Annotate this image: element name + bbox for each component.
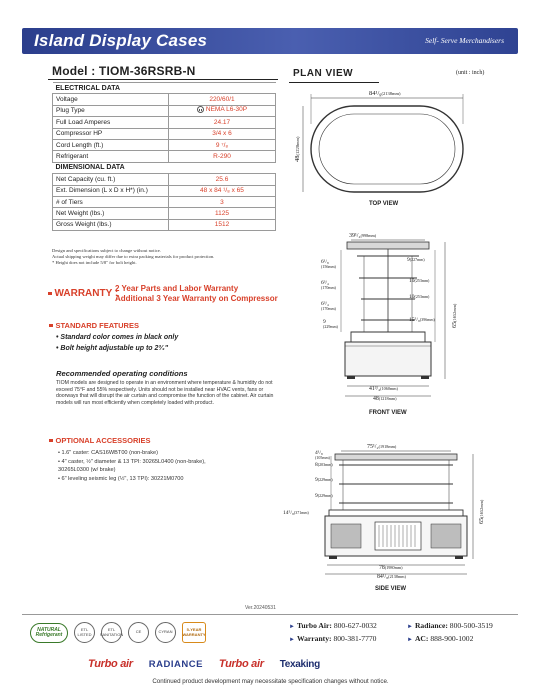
side-left-dim: 9(229mm) [315, 493, 333, 499]
recommended-heading: Recommended operating conditions [56, 369, 188, 378]
spec-value: 25.6 [168, 174, 275, 185]
front-height-label: 65(1652mm) [451, 303, 458, 328]
model-number: Model : TIOM-36RSRB-N [52, 64, 196, 78]
texaking-logo: Texaking [279, 658, 320, 670]
arrow-icon: ► [289, 624, 295, 630]
side-supports [343, 460, 449, 510]
note-line: * Height does not include 5/8" for bolt height. [52, 260, 137, 266]
plan-view-divider [289, 82, 379, 83]
top-view-depth-label: 48(1220mm) [294, 136, 301, 162]
page-subtitle: Self- Serve Merchandisers [425, 36, 504, 45]
front-view-label: FRONT VIEW [369, 410, 407, 416]
front-right-dim: 10(253mm) [409, 278, 430, 284]
page-title: Island Display Cases [34, 31, 208, 50]
dimensional-heading-row [53, 162, 276, 173]
warranty-line-2: Additional 3 Year Warranty on Compressor [115, 294, 278, 303]
plan-view-title: PLAN VIEW [293, 68, 354, 79]
plan-drawings [283, 84, 519, 594]
side-left-dim: 14⁵/₈(371mm) [283, 510, 309, 516]
electrical-heading: ELECTRICAL DATA [53, 83, 276, 94]
spec-row [53, 105, 276, 116]
spec-label: Ext. Dimension (L x D x H*) (in.) [53, 185, 169, 196]
ce-logo: CE [128, 622, 149, 643]
certification-logos [30, 622, 206, 643]
spec-row [53, 139, 276, 150]
spec-value: 3 [168, 196, 275, 207]
spec-value: 1125 [168, 208, 275, 219]
spec-value: R-290 [168, 151, 275, 162]
list-item: • 1.6" caster: CAS16WBT00 (non-brake) [58, 450, 159, 456]
front-left-dim: 9 (229mm) [323, 319, 338, 329]
brand-logos [88, 658, 320, 670]
recommended-body: TIOM models are designed to operate in an environment where temperature & humidity do not exceed 75°F and 55% respectively. Units should not be installed near HVAC vents, fans or doorways that will disrupt the air curtain and compromise the function of the cabinet. Air curtain models will run most efficiently when completely loaded with product. [56, 380, 274, 406]
front-base [345, 342, 431, 376]
natural-refrigerant-logo: NATURAL Refrigerant [30, 623, 68, 643]
spec-label: Refrigerant [53, 151, 169, 162]
front-deck [351, 332, 425, 342]
bullet-square-icon [49, 324, 53, 328]
side-view-label: SIDE VIEW [375, 586, 407, 592]
spec-value: 24.17 [168, 117, 275, 128]
contact-radiance: ► Radiance: 800-500-3519 [407, 621, 493, 630]
front-right-dim: 15⁵/₈(396mm) [409, 317, 435, 323]
contact-ac: ► AC: 888-900-1002 [407, 634, 474, 643]
side-left-dim: 9(229mm) [315, 477, 333, 483]
front-foot [347, 376, 355, 379]
bullet-square-icon [48, 292, 52, 296]
arrow-icon: ► [407, 624, 413, 630]
spec-value: 1512 [168, 219, 275, 230]
front-overall-width-label: 48(1218mm) [373, 396, 397, 402]
list-item: • Bolt height adjustable up to 2³⁄₄" [56, 344, 169, 352]
list-item: • Standard color comes in black only [56, 334, 179, 341]
cyran-logo: CYRAN [155, 622, 176, 643]
side-height-label: 65(1652mm) [478, 499, 485, 524]
front-right-dim: 9(227mm) [407, 257, 425, 263]
note-line: Actual shipping weight may differ due to extra packing materials for product protection. [52, 254, 215, 260]
spec-label: Full Load Amperes [53, 117, 169, 128]
spec-label: Gross Weight (lbs.) [53, 219, 169, 230]
bullet-square-icon [49, 439, 53, 443]
optional-accessories-heading: OPTIONAL ACCESSORIES [49, 436, 151, 445]
top-view [294, 90, 463, 207]
side-vent-left [331, 524, 361, 548]
top-view-inner [319, 114, 455, 184]
top-view-label: TOP VIEW [369, 201, 399, 207]
warranty-line-1: 2 Year Parts and Labor Warranty [115, 284, 239, 293]
contact-turbo-air: ► Turbo Air: 800-627-0032 [289, 621, 377, 630]
spec-label: # of Tiers [53, 196, 169, 207]
contact-warranty: ► Warranty: 800-381-7770 [289, 634, 377, 643]
standard-features-heading: STANDARD FEATURES [49, 321, 139, 330]
dimensional-heading: DIMENSIONAL DATA [53, 162, 276, 173]
footer-note: Continued product development may necessitate specification changes without notice. [152, 678, 389, 685]
spec-notes [52, 248, 282, 267]
spec-row [53, 117, 276, 128]
front-base-width-label: 41³/₄(1060mm) [369, 386, 398, 392]
side-left-dim: 4¹/₈ (105mm) [315, 450, 330, 460]
electrical-heading-row [53, 83, 276, 94]
spec-row [53, 219, 276, 230]
side-top-width-label: 75¹/₂(1918mm) [367, 444, 397, 450]
spec-table [52, 82, 276, 231]
side-view [283, 444, 485, 592]
etl-listed-logo: ETL LISTED [74, 622, 95, 643]
front-right-dim: 10(253mm) [409, 294, 430, 300]
spec-label: Voltage [53, 94, 169, 105]
version-label: Ver.20240531 [245, 605, 276, 611]
contact-row [289, 633, 515, 646]
plug-type-value: NEMA L6-30P [205, 106, 248, 114]
warranty-text [115, 284, 278, 304]
spec-row [53, 174, 276, 185]
side-canopy [335, 454, 457, 460]
spec-label: Net Weight (lbs.) [53, 208, 169, 219]
etl-sanitation-logo: ETL SANITATION [101, 622, 122, 643]
spec-row [53, 151, 276, 162]
note-line: Design and specifications subject to change without notice. [52, 248, 161, 253]
plan-view-unit: (unit : inch) [456, 70, 485, 76]
front-foot [421, 376, 429, 379]
side-vent-right [431, 524, 461, 548]
side-compressor-panel [375, 522, 421, 550]
model-divider [48, 79, 278, 80]
warranty-label: WARRANTY : [48, 288, 118, 299]
front-view [321, 233, 458, 416]
list-item: • 4" caster, ½" diameter & 13 TPI: 30265L0400 (non-brake), [58, 458, 206, 465]
front-left-dim: 6¹/₈ (156mm) [321, 259, 336, 269]
spec-row [53, 94, 276, 105]
spec-row [53, 128, 276, 139]
top-view-outline [311, 106, 463, 192]
header-bar [22, 28, 518, 54]
spec-label: Compressor HP [53, 128, 169, 139]
list-item: • 6" leveling seismic leg (½", 13 TPI): 30221M0700 [58, 475, 184, 482]
spec-row [53, 185, 276, 196]
footer-divider [22, 614, 518, 615]
front-left-dim: 6³/₄ (170mm) [321, 280, 336, 290]
side-foot [329, 556, 337, 559]
contact-block [289, 620, 515, 646]
spec-value: 220/60/1 [168, 94, 275, 105]
side-shelves [339, 465, 453, 503]
spec-value: 9 ⁷/₈ [168, 139, 275, 150]
warranty-badge-logo: 5-YEAR WARRANTY [182, 622, 206, 643]
front-top-width-label: 39¹/₄(998mm) [349, 233, 377, 239]
side-base-width-label: 78(1980mm) [379, 565, 403, 571]
standard-features-list [56, 333, 178, 354]
spec-label: Net Capacity (cu. ft.) [53, 174, 169, 185]
side-foot [455, 556, 463, 559]
plug-icon [197, 106, 204, 113]
spec-value: 3/4 x 6 [168, 128, 275, 139]
turbo-air-logo: Turbo air [218, 658, 264, 670]
optional-accessories-list [58, 449, 206, 483]
top-view-width-label: 84¹/₈(2138mm) [369, 90, 401, 97]
spec-row [53, 208, 276, 219]
front-canopy [347, 242, 429, 249]
spec-label: Plug Type [53, 105, 169, 116]
spec-value [168, 105, 275, 116]
front-left-dim: 6³/₄ (170mm) [321, 301, 336, 311]
turbo-air-logo: Turbo air [88, 658, 133, 670]
list-item: 30265L0300 (w/ brake) [58, 467, 116, 474]
spec-label: Cord Length (ft.) [53, 139, 169, 150]
side-overall-width-label: 84¹/₈(2138mm) [377, 574, 406, 580]
radiance-logo: RADIANCE [148, 658, 203, 670]
contact-row [289, 620, 515, 633]
side-left-dim: 8(203mm) [315, 462, 333, 468]
arrow-icon: ► [407, 637, 413, 643]
arrow-icon: ► [289, 637, 295, 643]
spec-value: 48 x 84 ¹/₈ x 65 [168, 185, 275, 196]
spec-row [53, 196, 276, 207]
side-deck [329, 510, 463, 516]
